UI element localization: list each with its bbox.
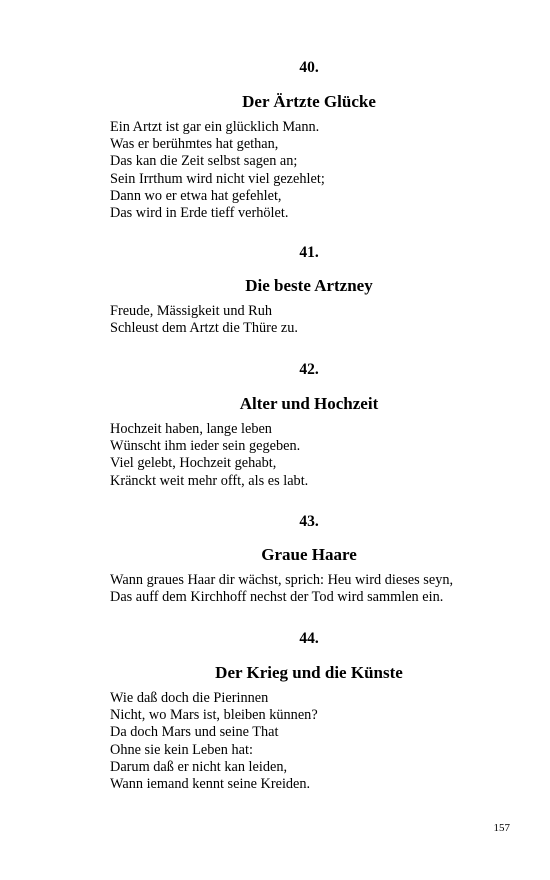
poem-line: Wann iemand kennt seine Kreiden. <box>110 776 311 793</box>
poem-text <box>110 690 530 793</box>
poem-line: Darum daß er nicht kan leiden, <box>110 758 288 775</box>
poem-line: Wünscht ihm ieder sein gegeben. <box>110 438 301 455</box>
poem-line: Kränckt weit mehr offt, als es labt. <box>110 472 309 489</box>
poem-number: 44. <box>299 630 319 647</box>
poem-title: Die beste Artzney <box>245 276 373 295</box>
poem-title: Der Ärtzte Glücke <box>242 92 376 111</box>
page-number: 157 <box>493 822 510 834</box>
poem-text <box>110 303 530 337</box>
poem-title: Der Krieg und die Künste <box>215 663 403 682</box>
poem-number: 40. <box>299 59 319 76</box>
poem-line: Das auff dem Kirchhoff nechst der Tod wird sammlen ein. <box>110 589 444 606</box>
poem-line: Da doch Mars und seine That <box>110 724 279 741</box>
poem-line: Freude, Mässigkeit und Ruh <box>110 303 273 319</box>
poem-line: Nicht, wo Mars ist, bleiben künnen? <box>110 707 318 724</box>
poem-line: Ohne sie kein Leben hat: <box>110 741 253 758</box>
poem-title: Graue Haare <box>261 545 357 564</box>
poem-line: Das kan die Zeit selbst sagen an; <box>110 153 298 170</box>
poem-line: Wie daß doch die Pierinnen <box>110 690 269 706</box>
poem-line: Hochzeit haben, lange leben <box>110 421 272 437</box>
poem-line: Wann graues Haar dir wächst, sprich: Heu wird dieses seyn, <box>110 572 454 588</box>
poem-line: Ein Artzt ist gar ein glücklich Mann. <box>110 119 320 135</box>
poem-text <box>110 119 530 222</box>
poem-line: Schleust dem Artzt die Thüre zu. <box>110 320 298 337</box>
poem-line: Was er berühmtes hat gethan, <box>110 136 279 153</box>
poem-text <box>110 421 530 490</box>
poem-number: 41. <box>299 244 319 261</box>
poem-number: 42. <box>299 361 319 378</box>
poem-title: Alter und Hochzeit <box>239 394 379 413</box>
poem-number: 43. <box>299 513 319 530</box>
poem-text <box>110 572 530 606</box>
poem-line: Viel gelebt, Hochzeit gehabt, <box>110 455 277 472</box>
poem-line: Das wird in Erde tieff verhölet. <box>110 205 289 222</box>
poem-line: Sein Irrthum wird nicht viel gezehlet; <box>110 170 325 187</box>
poem-line: Dann wo er etwa hat gefehlet, <box>110 187 282 204</box>
